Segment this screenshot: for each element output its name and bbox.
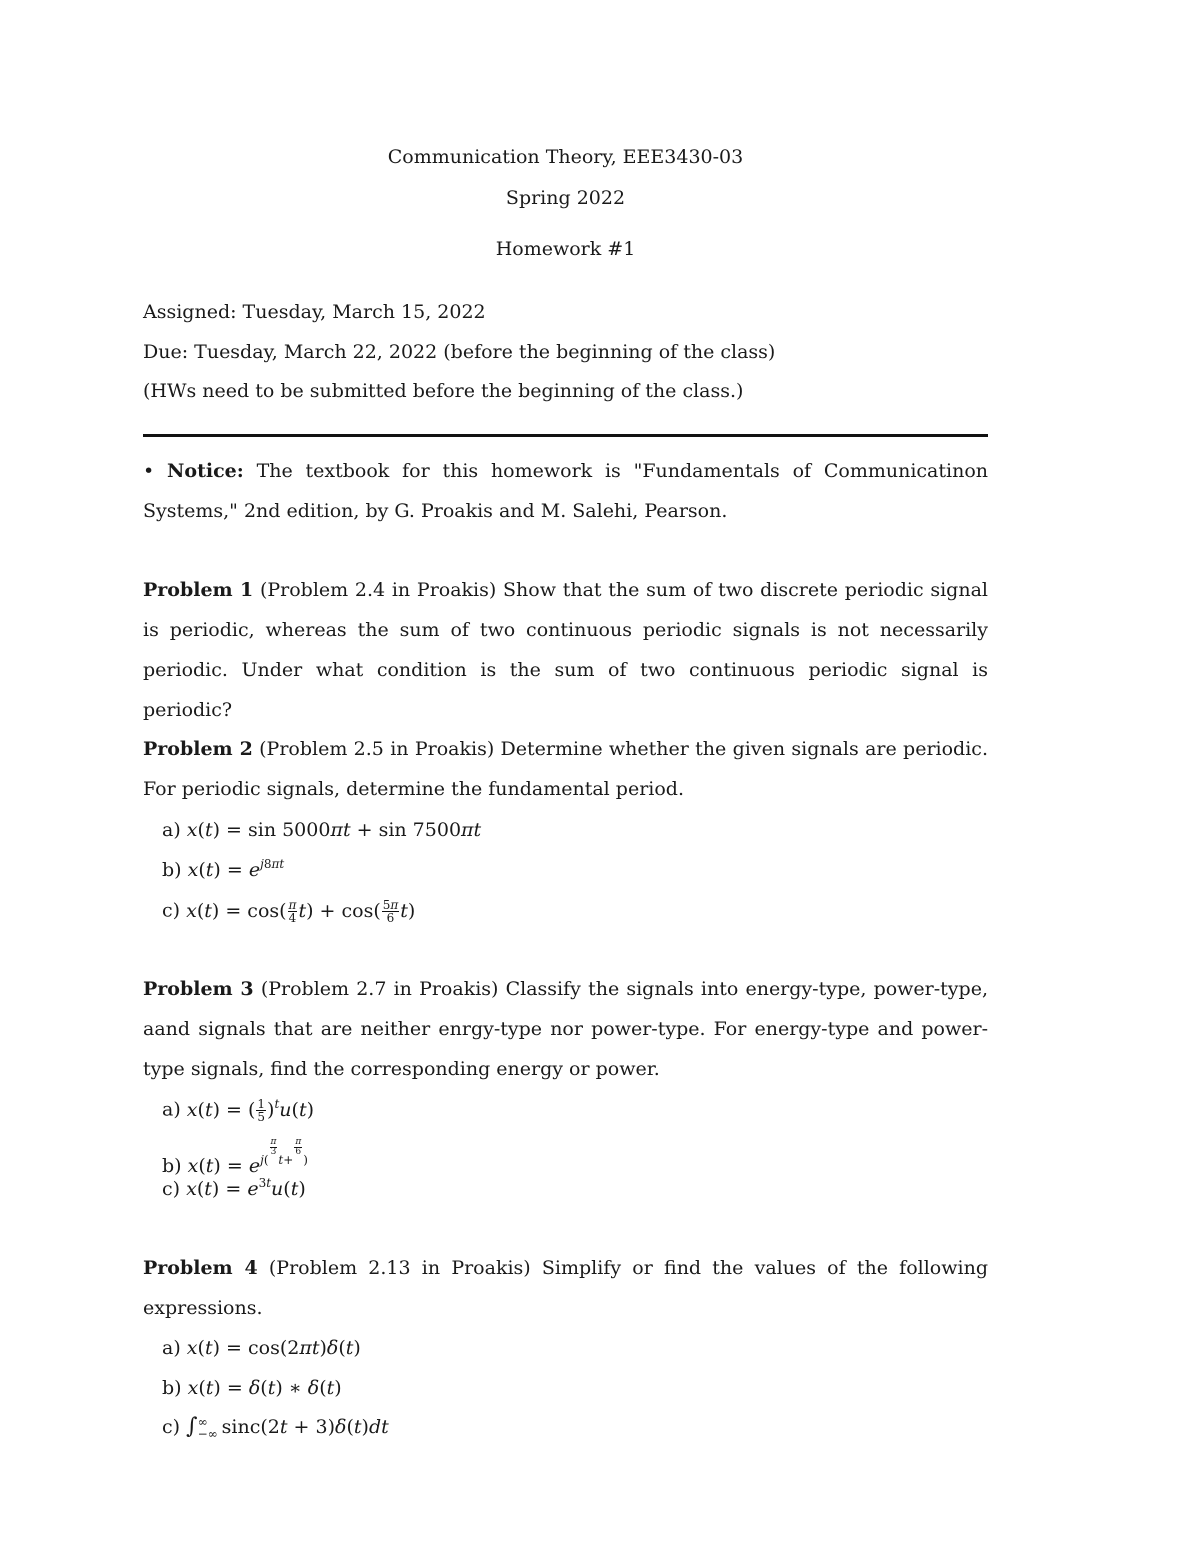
problem-4-item-b: b) x(t) = δ(t) ∗ δ(t) — [162, 1377, 342, 1399]
equation: x(t) = ( $\frac{1}{5}$ )$^t$u(t) — [186, 1096, 315, 1124]
notice-paragraph — [143, 451, 988, 531]
problem-2-item-c: c) x(t) = cos( $\frac{\pi}{4}$ t) + cos( $\frac{5\pi}{6}$ t) — [162, 898, 416, 925]
equation: ∫ ∞ −∞ sinc(2t + 3)δ(t)dt — [186, 1414, 389, 1441]
assigned-date: Assigned: Tuesday, March 15, 2022 — [143, 301, 486, 323]
equation: x(t) = δ(t) ∗ δ(t) — [187, 1377, 342, 1399]
due-date: Due: Tuesday, March 22, 2022 (before the beginning of the class) — [143, 341, 776, 363]
equation: $x(t) = e^{3t}u(t)$ — [186, 1176, 306, 1200]
problem-3-item-c: c) $x(t) = e^{3t}u(t)$ — [162, 1176, 306, 1200]
problem-4-text: (Problem 2.13 in Proakis) Simplify or find the values of the following expressions. — [143, 1257, 988, 1319]
problem-2-text: (Problem 2.5 in Proakis) Determine whether the given signals are periodic. For periodic signals, determine the fundamental period. — [143, 738, 988, 800]
equation: $x(t) = e^{j8\pi t}$ — [187, 857, 285, 881]
homework-title: Homework #1 — [495, 238, 636, 260]
equation: x(t) = cos( $\frac{\pi}{4}$ t) + cos( $\frac{5\pi}{6}$ t) — [186, 898, 416, 925]
problem-4-item-a: a) x(t) = cos(2πt)δ(t) — [162, 1337, 361, 1359]
problem-2-item-a: a) x(t) = sin 5000πt + sin 7500πt — [162, 819, 482, 841]
problem-4-item-c: c) ∫ ∞ −∞ sinc(2t + 3)δ(t)dt — [162, 1414, 389, 1441]
problem-1-label: Problem 1 — [143, 579, 254, 601]
course-title: Communication Theory, EEE3430-03 — [387, 146, 744, 168]
equation: $x(t) = e^{j( \frac{\pi}{3} t+ \frac{\pi}{6} )}$ — [187, 1137, 308, 1177]
problem-3-item-a: a) x(t) = ( $\frac{1}{5}$ )$^t$u(t) — [162, 1096, 315, 1124]
problem-3 — [143, 969, 988, 1089]
problem-3-label: Problem 3 — [143, 978, 254, 1000]
section-divider — [143, 434, 988, 437]
equation: x(t) = sin 5000πt + sin 7500πt — [186, 819, 482, 841]
problem-3-text: (Problem 2.7 in Proakis) Classify the signals into energy-type, power-type, aand signals that are neither enrgy-type nor power-type. For energy-type and power-type signals, find the corresponding energy or power. — [143, 978, 988, 1080]
problem-2 — [143, 729, 988, 809]
notice-label: Notice: — [167, 460, 244, 482]
problem-1 — [143, 570, 988, 730]
problem-4 — [143, 1248, 988, 1328]
problem-2-label: Problem 2 — [143, 738, 253, 760]
equation: x(t) = cos(2πt)δ(t) — [186, 1337, 361, 1359]
problem-2-item-b: b) $x(t) = e^{j8\pi t}$ — [162, 857, 285, 881]
bullet: • — [143, 460, 155, 482]
notice-text: The textbook for this homework is "Fundamentals of Communicatinon Systems," 2nd edition, by G. Proakis and M. Salehi, Pearson. — [143, 460, 989, 522]
term: Spring 2022 — [505, 187, 626, 209]
problem-1-text: (Problem 2.4 in Proakis) Show that the sum of two discrete periodic signal is periodic, whereas the sum of two continuous periodic signals is not necessarily periodic. Under what condition is the sum of two continuous periodic signal is periodic? — [143, 579, 988, 721]
problem-3-item-b: b) $x(t) = e^{j( \frac{\pi}{3} t+ \frac{\pi}{6} )}$ — [162, 1137, 308, 1177]
submission-note: (HWs need to be submitted before the beginning of the class.) — [143, 380, 744, 402]
problem-4-label: Problem 4 — [143, 1257, 258, 1279]
